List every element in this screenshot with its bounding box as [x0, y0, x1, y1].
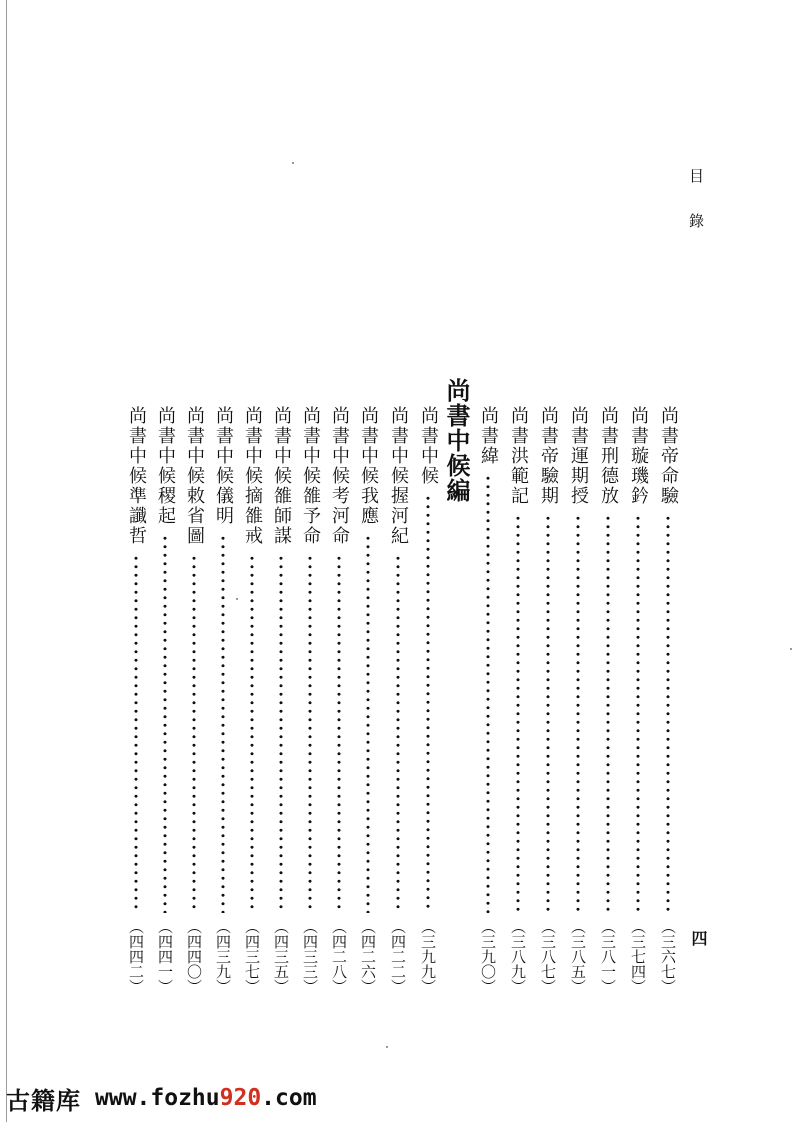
- watermark: [0, 1074, 804, 1122]
- toc-entry-page: （四三七）: [243, 919, 261, 994]
- toc-entry-page: （四四一）: [156, 919, 174, 994]
- watermark-url-prefix: www.fozhu: [95, 1085, 220, 1111]
- dot-leader: [396, 554, 400, 913]
- toc-entry[interactable]: [508, 406, 528, 994]
- dot-leader: [250, 554, 254, 913]
- scan-speck: [236, 598, 238, 600]
- toc-entry-page: （三九九）: [419, 919, 437, 994]
- toc-entry[interactable]: [300, 406, 320, 994]
- toc-entry-page: （三八五）: [569, 919, 587, 994]
- toc-entry[interactable]: [538, 406, 558, 994]
- toc-entry-title: 尚書帝驗期: [538, 406, 559, 506]
- dot-leader: [486, 474, 490, 913]
- toc-entry-page: （四二二）: [389, 919, 407, 994]
- toc-entry-page: （四三九）: [214, 919, 232, 994]
- toc-entry-title: 尚書中候雒予命: [300, 406, 321, 546]
- toc-entry-title: 尚書帝命驗: [658, 406, 679, 506]
- toc-entry-page: （三八七）: [539, 919, 557, 994]
- toc-entry-page: （四三三）: [301, 919, 319, 994]
- toc-entry[interactable]: [271, 406, 291, 994]
- scan-speck: [292, 162, 294, 164]
- page-number: 四: [689, 930, 708, 946]
- dot-leader: [426, 494, 430, 913]
- toc-entry[interactable]: [242, 406, 262, 994]
- dot-leader: [192, 554, 196, 913]
- dot-leader: [606, 514, 610, 913]
- toc-entry[interactable]: [418, 406, 438, 994]
- dot-leader: [366, 534, 370, 913]
- dot-leader: [666, 514, 670, 913]
- toc-entry[interactable]: [388, 406, 408, 994]
- toc-entry-page: （三九〇）: [479, 919, 497, 994]
- dot-leader: [337, 554, 341, 913]
- dot-leader: [636, 514, 640, 913]
- toc-entry-title: 尚書中候準讖哲: [126, 406, 147, 546]
- toc-entry-title: 尚書中候考河命: [329, 406, 350, 546]
- toc-entry-page: （四四〇）: [185, 919, 203, 994]
- section-heading: 尚書中候編: [442, 378, 471, 503]
- toc-entry-page: （三八九）: [509, 919, 527, 994]
- watermark-url: [95, 1085, 317, 1111]
- toc-entry-page: （四二八）: [330, 919, 348, 994]
- toc-entry[interactable]: [598, 406, 618, 994]
- toc-entry-title: 尚書中候: [418, 406, 439, 486]
- watermark-site-name: 古籍库: [6, 1086, 81, 1115]
- dot-leader: [546, 514, 550, 913]
- toc-entry[interactable]: [358, 406, 378, 994]
- toc-entry-title: 尚書運期授: [568, 406, 589, 506]
- toc-entry[interactable]: [126, 406, 146, 994]
- toc-entry[interactable]: [155, 406, 175, 994]
- toc-entry-title: 尚書中候稷起: [155, 406, 176, 526]
- scan-speck: [790, 648, 792, 650]
- toc-entry[interactable]: [478, 406, 498, 994]
- toc-entry-page: （四二六）: [359, 919, 377, 994]
- toc-entry[interactable]: [329, 406, 349, 994]
- toc-entry[interactable]: [213, 406, 233, 994]
- watermark-url-suffix: .com: [261, 1085, 317, 1111]
- toc-entry-title: 尚書中候儀明: [213, 406, 234, 526]
- scan-speck: [386, 1046, 388, 1048]
- toc-entry-title: 尚書中候握河紀: [388, 406, 409, 546]
- toc-entry-title: 尚書刑德放: [598, 406, 619, 506]
- toc-entry-title: 尚書洪範記: [508, 406, 529, 506]
- running-head: 目錄: [687, 168, 705, 258]
- toc-entry-title: 尚書中候敕省圖: [184, 406, 205, 546]
- toc-entry[interactable]: [184, 406, 204, 994]
- dot-leader: [516, 514, 520, 913]
- dot-leader: [221, 534, 225, 913]
- toc-entry-title: 尚書璇璣鈐: [628, 406, 649, 506]
- toc-entry-page: （三六七）: [659, 919, 677, 994]
- toc-entry-page: （四三五）: [272, 919, 290, 994]
- toc-entry-page: （三八一）: [599, 919, 617, 994]
- toc-entry-title: 尚書中候摘雒戒: [242, 406, 263, 546]
- toc-entry-title: 尚書中候雒師謀: [271, 406, 292, 546]
- toc-entry[interactable]: [568, 406, 588, 994]
- watermark-url-number: 920: [219, 1085, 262, 1111]
- dot-leader: [576, 514, 580, 913]
- dot-leader: [279, 554, 283, 913]
- toc-entry-title: 尚書緯: [478, 406, 499, 466]
- dot-leader: [308, 554, 312, 913]
- toc-entry-title: 尚書中候我應: [358, 406, 379, 526]
- dot-leader: [134, 554, 138, 913]
- toc-entry-page: （三七四）: [629, 919, 647, 994]
- toc-entry[interactable]: [628, 406, 648, 994]
- dot-leader: [163, 534, 167, 913]
- toc-entry[interactable]: [658, 406, 678, 994]
- toc-entry-page: （四四二）: [127, 919, 145, 994]
- page-edge: [6, 0, 7, 1122]
